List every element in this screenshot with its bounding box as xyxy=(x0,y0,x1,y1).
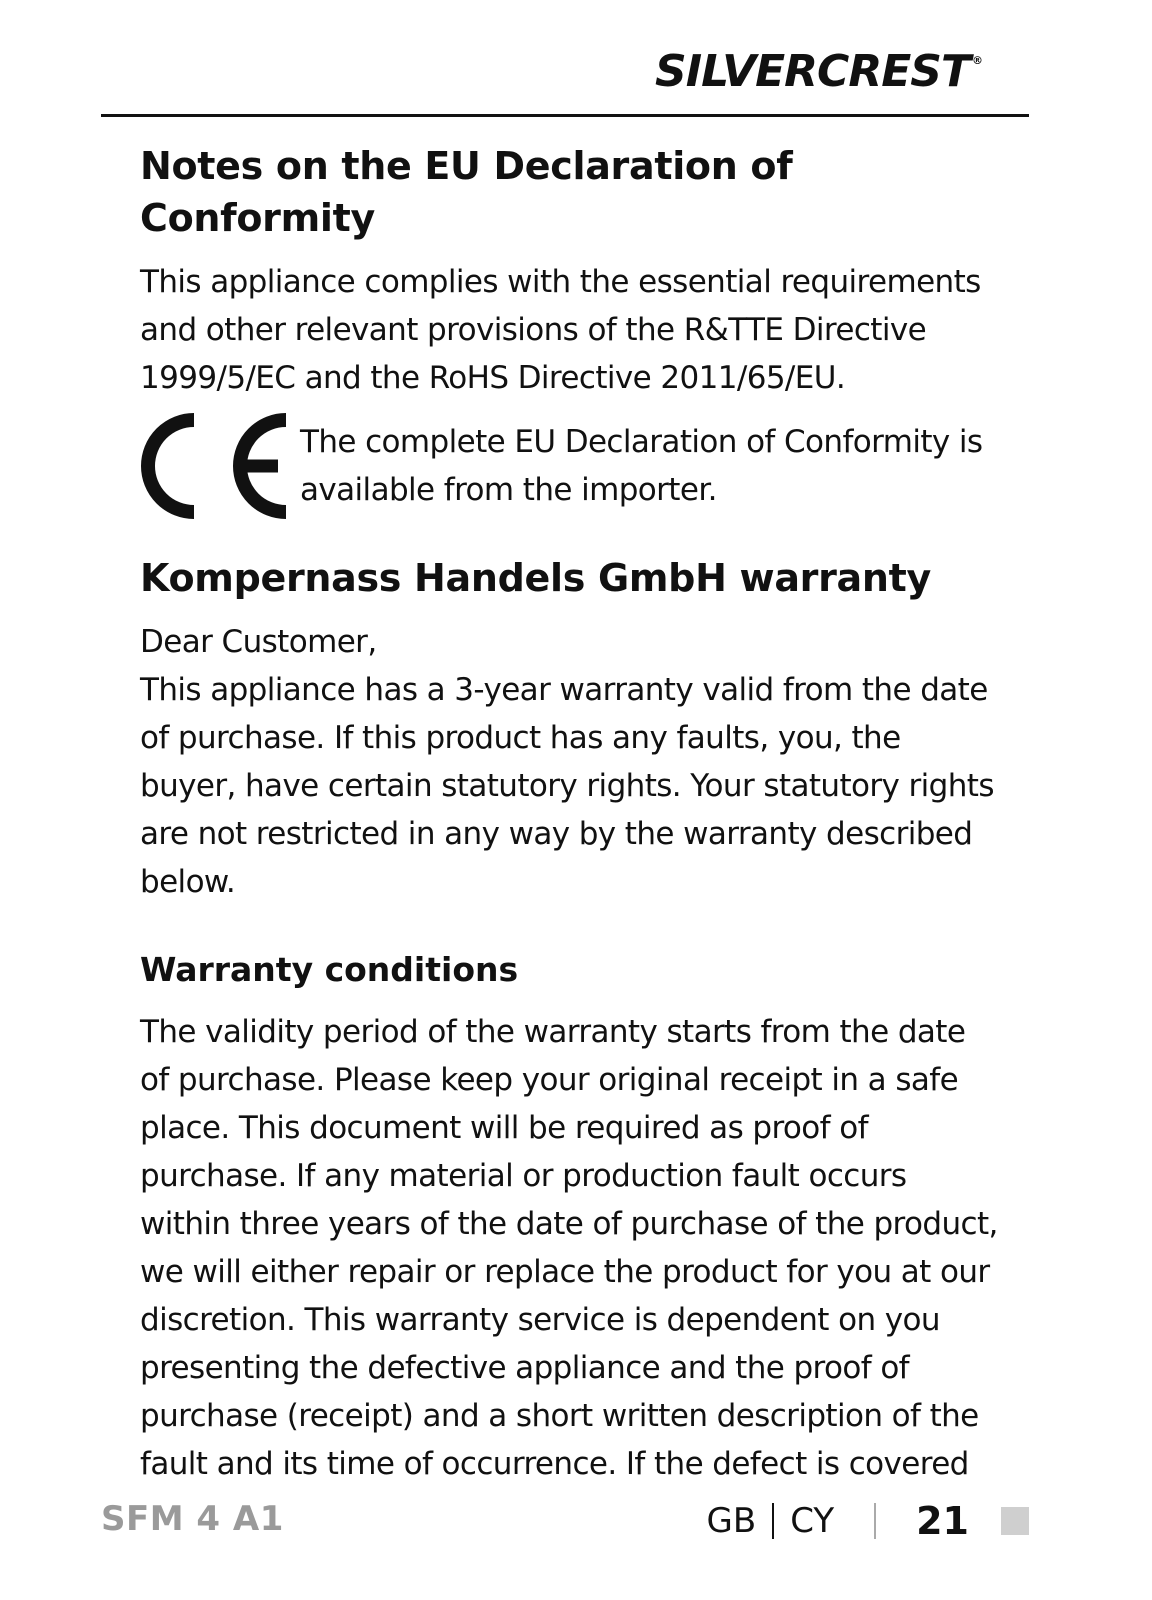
ce-block xyxy=(140,408,1000,526)
ce-description: The complete EU Declaration of Conformity is available from the importer. xyxy=(300,424,983,508)
page-number: 21 xyxy=(916,1499,969,1543)
conformity-heading: Notes on the EU Declaration of Conformity xyxy=(140,144,793,240)
lang-separator xyxy=(772,1503,774,1539)
warranty-greeting: Dear Customer, xyxy=(140,624,377,660)
lang-gb: GB xyxy=(706,1501,757,1541)
conformity-paragraph: This appliance complies with the essential requirements and other relevant provisions of the R&TTE Directive 1999/5/EC and the RoHS Directive 2011/65/EU. xyxy=(140,264,981,396)
model-number: SFM 4 A1 xyxy=(101,1499,284,1539)
registered-mark: ® xyxy=(972,54,982,67)
brand-logo xyxy=(655,46,982,97)
page-separator xyxy=(874,1503,876,1539)
language-indicator xyxy=(707,1499,969,1543)
page-marker-square xyxy=(1001,1507,1029,1535)
warranty-paragraph: This appliance has a 3-year warranty valid from the date of purchase. If this product has any faults, you, the buyer, have certain statutory rights. Your statutory rights are not restricted in any way by the warranty described below. xyxy=(140,672,994,900)
page-footer xyxy=(101,1497,1029,1545)
conditions-heading: Warranty conditions xyxy=(140,950,519,989)
brand-name: SILVERCREST xyxy=(655,46,970,97)
header-rule xyxy=(101,114,1029,117)
lang-cy: CY xyxy=(790,1501,835,1541)
warranty-heading: Kompernass Handels GmbH warranty xyxy=(140,556,931,600)
page-content xyxy=(140,140,1000,1488)
ce-mark-icon xyxy=(138,410,290,522)
conditions-paragraph: The validity period of the warranty starts from the date of purchase. Please keep your original receipt in a safe place. This document will be required as proof of purchase. If any material or production fault occurs within three years of the date of purchase of the product, we will either repair or replace the product for you at our discretion. This warranty service is dependent on you presenting the defective appliance and the proof of purchase (receipt) and a short written description of the fault and its time of occurrence. If the defect is covered xyxy=(140,1014,998,1482)
